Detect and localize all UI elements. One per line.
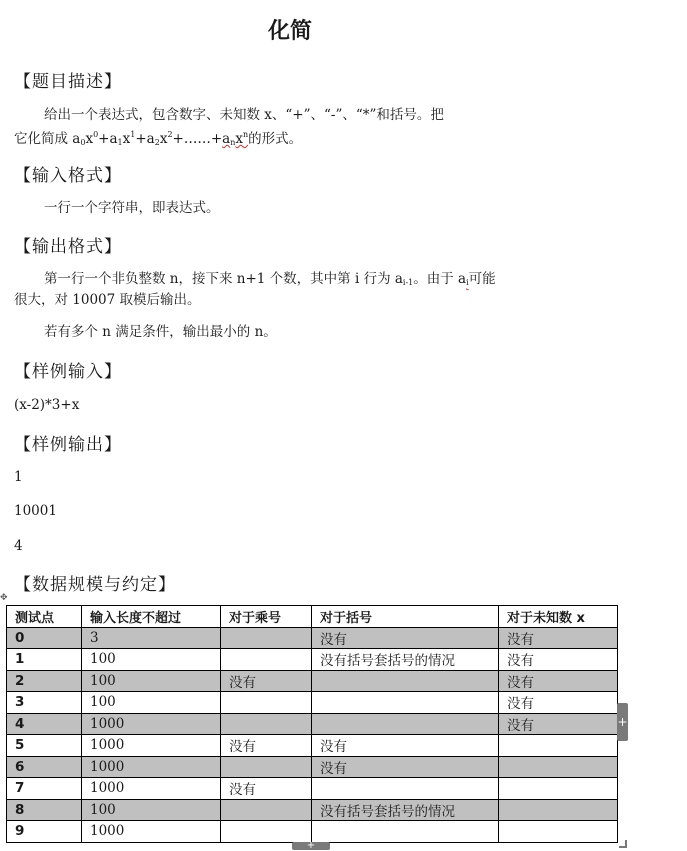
- sample-input-text: (x-2)*3+x: [14, 397, 80, 413]
- sample-output-line: 4: [14, 538, 23, 554]
- header-parentheses: 对于括号: [312, 606, 499, 628]
- cell-parentheses: [312, 692, 499, 714]
- cell-input-length: 1000: [82, 713, 221, 735]
- header-unknown-x: 对于未知数 x: [499, 606, 618, 628]
- cell-multiplication: [221, 713, 312, 735]
- cell-parentheses: [312, 821, 499, 843]
- cell-test-point: 6: [7, 756, 82, 778]
- table-row: [7, 692, 618, 714]
- add-row-button[interactable]: +: [292, 842, 330, 850]
- add-column-button[interactable]: +: [617, 703, 628, 741]
- page-title: 化简: [267, 19, 312, 44]
- section-heading-data-scale: 【数据规模与约定】: [14, 575, 176, 595]
- cell-multiplication: [221, 756, 312, 778]
- cell-multiplication: [221, 649, 312, 671]
- table-row: [7, 735, 618, 757]
- cell-test-point: 2: [7, 670, 82, 692]
- cell-multiplication: [221, 627, 312, 649]
- description-line-2-suffix: 的形式。: [248, 131, 303, 147]
- polynomial-formula: $a_0x^0+a_1x^1+a_2x^2+\dots\dots+a_nx^n$: [72, 130, 249, 147]
- cell-unknown-x: [499, 756, 618, 778]
- cell-multiplication: 没有: [221, 670, 312, 692]
- table-move-handle-icon[interactable]: ✥: [0, 593, 8, 603]
- cell-unknown-x: 没有: [499, 670, 618, 692]
- output-format-line-3: 若有多个 n 满足条件，输出最小的 n。: [44, 324, 277, 340]
- header-multiplication: 对于乘号: [221, 606, 312, 628]
- table-row: [7, 713, 618, 735]
- table-row: [7, 799, 618, 821]
- cell-parentheses: 没有括号套括号的情况: [312, 799, 499, 821]
- cell-test-point: 5: [7, 735, 82, 757]
- output-line-1-text: 第一行一个非负整数 n，接下来 n+1 个数，其中第 i 行为 a: [44, 271, 403, 287]
- output-format-line-2: 很大，对 10007 取模后输出。: [14, 292, 201, 308]
- sample-output-line: 1: [14, 469, 23, 485]
- section-heading-description: 【题目描述】: [14, 72, 122, 92]
- constraints-table: [6, 605, 618, 843]
- cell-input-length: 3: [82, 627, 221, 649]
- description-line-1: 给出一个表达式，包含数字、未知数 x、“+”、“-”、“*”和括号。把: [44, 107, 444, 123]
- cell-unknown-x: [499, 799, 618, 821]
- description-line-2: [14, 123, 574, 155]
- cell-test-point: 3: [7, 692, 82, 714]
- cell-unknown-x: 没有: [499, 627, 618, 649]
- cell-multiplication: [221, 799, 312, 821]
- cell-parentheses: 没有: [312, 756, 499, 778]
- output-line-1-sub2: i: [466, 278, 469, 287]
- description-line-2-prefix: 它化简成: [14, 131, 73, 147]
- cell-test-point: 4: [7, 713, 82, 735]
- cell-test-point: 9: [7, 821, 82, 843]
- table-header-row: [7, 606, 618, 628]
- input-format-text: 一行一个字符串，即表达式。: [44, 200, 220, 216]
- section-heading-output: 【输出格式】: [14, 237, 122, 257]
- cell-input-length: 100: [82, 649, 221, 671]
- cell-unknown-x: 没有: [499, 649, 618, 671]
- cell-multiplication: [221, 821, 312, 843]
- cell-parentheses: [312, 670, 499, 692]
- cell-parentheses: 没有: [312, 627, 499, 649]
- section-heading-sample-input: 【样例输入】: [14, 362, 122, 382]
- cell-unknown-x: 没有: [499, 692, 618, 714]
- cell-unknown-x: [499, 821, 618, 843]
- cell-parentheses: [312, 713, 499, 735]
- cell-multiplication: 没有: [221, 735, 312, 757]
- cell-parentheses: 没有括号套括号的情况: [312, 649, 499, 671]
- table-row: [7, 756, 618, 778]
- cell-input-length: 100: [82, 692, 221, 714]
- cell-input-length: 100: [82, 799, 221, 821]
- cell-input-length: 1000: [82, 821, 221, 843]
- output-line-1-end: 可能: [468, 271, 496, 287]
- cell-input-length: 1000: [82, 735, 221, 757]
- cell-multiplication: [221, 692, 312, 714]
- cell-input-length: 1000: [82, 778, 221, 800]
- header-input-length: 输入长度不超过: [82, 606, 221, 628]
- cell-input-length: 1000: [82, 756, 221, 778]
- table-row: [7, 670, 618, 692]
- cell-parentheses: 没有: [312, 735, 499, 757]
- output-line-1-sub: i-1: [402, 278, 414, 287]
- table-row: [7, 821, 618, 843]
- cell-test-point: 0: [7, 627, 82, 649]
- cell-test-point: 1: [7, 649, 82, 671]
- section-heading-sample-output: 【样例输出】: [14, 435, 122, 455]
- cell-unknown-x: 没有: [499, 713, 618, 735]
- cell-test-point: 8: [7, 799, 82, 821]
- table-resize-handle[interactable]: [619, 840, 627, 848]
- header-test-point: 测试点: [7, 606, 82, 628]
- cell-input-length: 100: [82, 670, 221, 692]
- cell-multiplication: 没有: [221, 778, 312, 800]
- section-heading-input: 【输入格式】: [14, 166, 122, 186]
- table-row: [7, 627, 618, 649]
- table-row: [7, 649, 618, 671]
- cell-test-point: 7: [7, 778, 82, 800]
- cell-unknown-x: [499, 735, 618, 757]
- cell-unknown-x: [499, 778, 618, 800]
- cell-parentheses: [312, 778, 499, 800]
- table-row: [7, 778, 618, 800]
- sample-output-line: 10001: [14, 503, 57, 519]
- output-line-1-mid: 。由于 a: [413, 271, 467, 287]
